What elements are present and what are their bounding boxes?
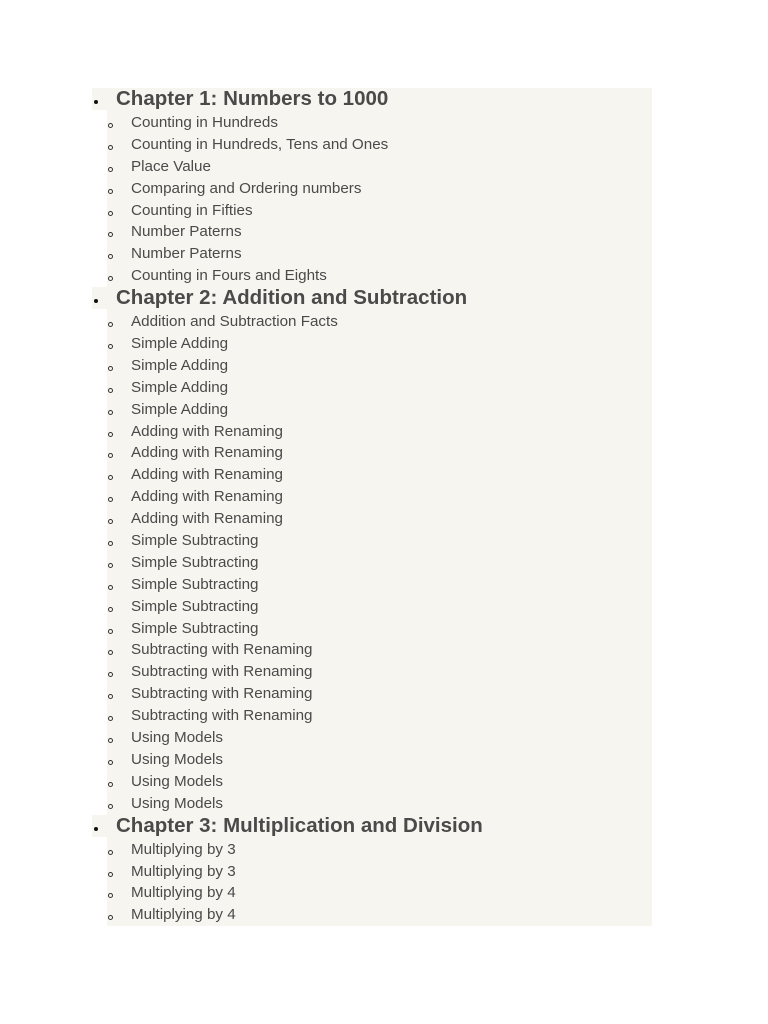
circle-bullet-icon xyxy=(108,123,113,128)
list-item xyxy=(107,156,652,178)
list-item xyxy=(107,683,652,705)
topic-label: Simple Adding xyxy=(131,400,229,418)
list-item xyxy=(107,134,652,156)
circle-bullet-icon xyxy=(108,585,113,590)
circle-bullet-icon xyxy=(108,563,113,568)
topic-label: Subtracting with Renaming xyxy=(131,663,313,681)
circle-bullet-icon xyxy=(108,388,113,393)
topic-label: Simple Adding xyxy=(131,378,229,396)
topic-label: Simple Subtracting xyxy=(131,532,259,550)
list-item xyxy=(107,596,652,618)
chapter-outline xyxy=(92,88,652,926)
disc-bullet-icon xyxy=(92,287,108,309)
topic-label: Addition and Subtraction Facts xyxy=(131,313,338,331)
topic-label: Counting in Hundreds, Tens and Ones xyxy=(131,135,389,153)
list-item xyxy=(107,904,652,926)
disc-bullet-icon xyxy=(92,815,108,837)
circle-bullet-icon xyxy=(108,850,113,855)
list-item xyxy=(107,639,652,661)
list-item xyxy=(107,464,652,486)
circle-bullet-icon xyxy=(108,650,113,655)
chapter-section xyxy=(92,815,652,927)
circle-bullet-icon xyxy=(108,629,113,634)
circle-bullet-icon xyxy=(108,453,113,458)
list-item xyxy=(107,377,652,399)
list-item xyxy=(107,178,652,200)
circle-bullet-icon xyxy=(108,782,113,787)
topic-label: Simple Adding xyxy=(131,335,229,353)
circle-bullet-icon xyxy=(108,322,113,327)
chapter-title: Chapter 2: Addition and Subtraction xyxy=(116,286,468,310)
list-item xyxy=(107,355,652,377)
list-item xyxy=(107,508,652,530)
topic-list xyxy=(107,309,652,814)
circle-bullet-icon xyxy=(108,475,113,480)
topic-label: Simple Subtracting xyxy=(131,597,259,615)
circle-bullet-icon xyxy=(108,607,113,612)
circle-bullet-icon xyxy=(108,410,113,415)
topic-label: Adding with Renaming xyxy=(131,422,283,440)
list-item xyxy=(107,112,652,134)
chapter-title: Chapter 3: Multiplication and Division xyxy=(116,813,483,837)
list-item xyxy=(107,839,652,861)
topic-label: Subtracting with Renaming xyxy=(131,641,313,659)
list-item xyxy=(107,265,652,287)
list-item xyxy=(107,793,652,815)
circle-bullet-icon xyxy=(108,872,113,877)
list-item xyxy=(107,552,652,574)
circle-bullet-icon xyxy=(108,276,113,281)
circle-bullet-icon xyxy=(108,541,113,546)
circle-bullet-icon xyxy=(108,694,113,699)
list-item xyxy=(107,200,652,222)
list-item xyxy=(107,486,652,508)
topic-label: Number Paterns xyxy=(131,245,242,263)
topic-label: Subtracting with Renaming xyxy=(131,685,313,703)
topic-label: Simple Subtracting xyxy=(131,553,259,571)
list-item xyxy=(107,705,652,727)
circle-bullet-icon xyxy=(108,232,113,237)
circle-bullet-icon xyxy=(108,432,113,437)
topic-label: Number Paterns xyxy=(131,223,242,241)
topic-label: Adding with Renaming xyxy=(131,444,283,462)
topic-list xyxy=(107,110,652,287)
list-item xyxy=(107,618,652,640)
list-item xyxy=(107,311,652,333)
topic-label: Place Value xyxy=(131,157,211,175)
topic-label: Using Models xyxy=(131,729,224,747)
chapter-heading-row xyxy=(92,88,652,110)
list-item xyxy=(107,243,652,265)
list-item xyxy=(107,333,652,355)
topic-label: Counting in Fifties xyxy=(131,201,253,219)
circle-bullet-icon xyxy=(108,254,113,259)
topic-list xyxy=(107,837,652,927)
topic-label: Using Models xyxy=(131,794,224,812)
topic-label: Simple Adding xyxy=(131,356,229,374)
topic-label: Using Models xyxy=(131,772,224,790)
list-item xyxy=(107,861,652,883)
circle-bullet-icon xyxy=(108,672,113,677)
topic-label: Adding with Renaming xyxy=(131,510,283,528)
topic-label: Counting in Hundreds xyxy=(131,114,278,131)
chapter-heading-row xyxy=(92,287,652,309)
topic-label: Multiplying by 3 xyxy=(131,862,236,880)
chapter-heading-row xyxy=(92,815,652,837)
list-item xyxy=(107,221,652,243)
list-item xyxy=(107,882,652,904)
disc-bullet-icon xyxy=(92,88,108,110)
list-item xyxy=(107,771,652,793)
circle-bullet-icon xyxy=(108,211,113,216)
chapter-section xyxy=(92,88,652,287)
topic-label: Multiplying by 4 xyxy=(131,906,236,924)
list-item xyxy=(107,399,652,421)
circle-bullet-icon xyxy=(108,519,113,524)
topic-label: Simple Subtracting xyxy=(131,619,259,637)
circle-bullet-icon xyxy=(108,760,113,765)
list-item xyxy=(107,421,652,443)
circle-bullet-icon xyxy=(108,344,113,349)
chapter-section xyxy=(92,287,652,814)
circle-bullet-icon xyxy=(108,167,113,172)
list-item xyxy=(107,574,652,596)
circle-bullet-icon xyxy=(108,497,113,502)
chapter-title: Chapter 1: Numbers to 1000 xyxy=(116,87,389,110)
topic-label: Subtracting with Renaming xyxy=(131,707,313,725)
list-item xyxy=(107,749,652,771)
topic-label: Multiplying by 3 xyxy=(131,840,236,858)
topic-label: Counting in Fours and Eights xyxy=(131,267,327,285)
list-item xyxy=(107,442,652,464)
circle-bullet-icon xyxy=(108,145,113,150)
topic-label: Adding with Renaming xyxy=(131,488,283,506)
list-item xyxy=(107,727,652,749)
circle-bullet-icon xyxy=(108,804,113,809)
topic-label: Multiplying by 4 xyxy=(131,884,236,902)
circle-bullet-icon xyxy=(108,893,113,898)
circle-bullet-icon xyxy=(108,915,113,920)
circle-bullet-icon xyxy=(108,366,113,371)
topic-label: Using Models xyxy=(131,750,224,768)
circle-bullet-icon xyxy=(108,738,113,743)
topic-label: Simple Subtracting xyxy=(131,575,259,593)
circle-bullet-icon xyxy=(108,189,113,194)
topic-label: Comparing and Ordering numbers xyxy=(131,179,362,197)
list-item xyxy=(107,530,652,552)
list-item xyxy=(107,661,652,683)
topic-label: Adding with Renaming xyxy=(131,466,283,484)
circle-bullet-icon xyxy=(108,716,113,721)
